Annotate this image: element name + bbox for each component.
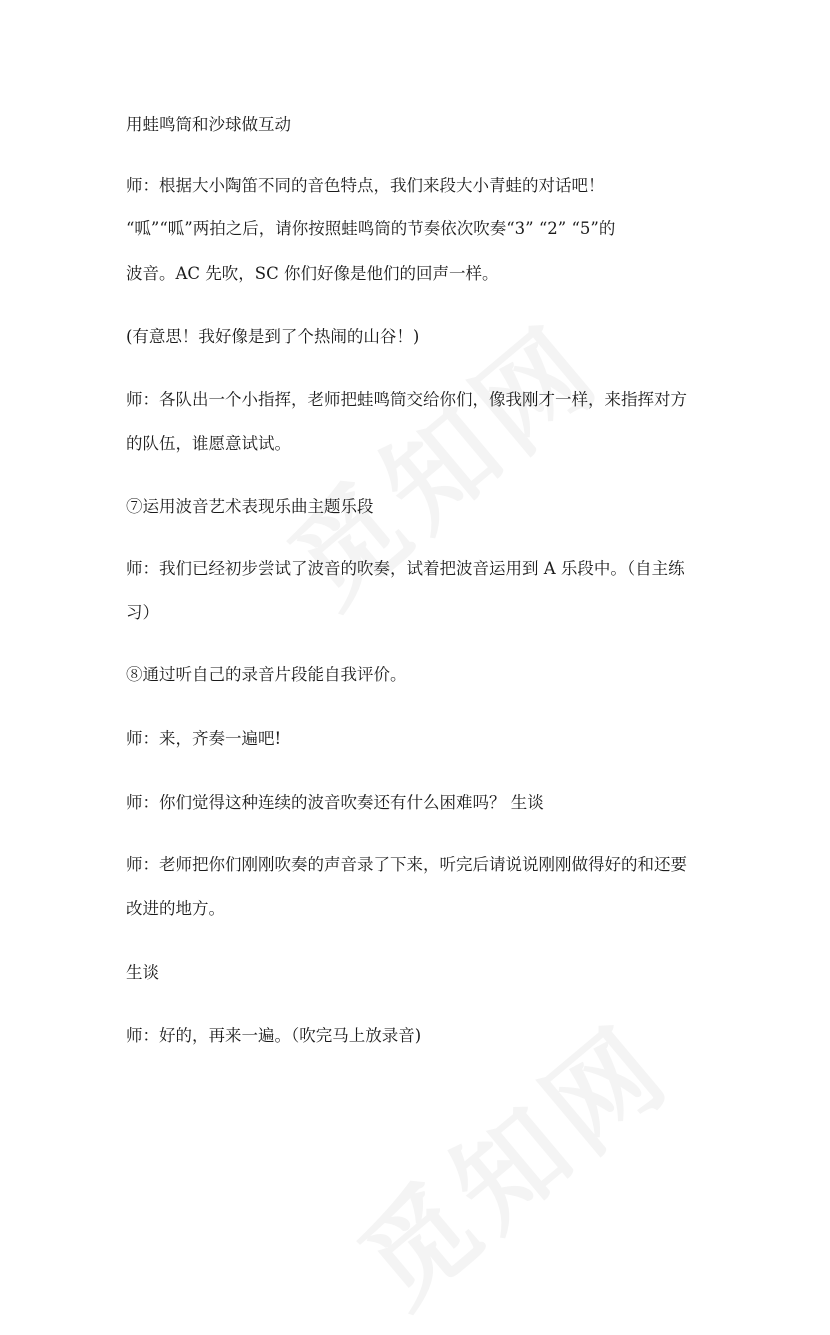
- paragraph-line: 改进的地方。: [126, 899, 225, 918]
- paragraph-line: 师：各队出一个小指挥，老师把蛙鸣筒交给你们，像我刚才一样，来指挥对方: [126, 390, 687, 409]
- section-heading: 用蛙鸣筒和沙球做互动: [126, 115, 291, 134]
- section-heading: ⑦运用波音艺术表现乐曲主题乐段: [126, 497, 374, 516]
- paragraph-line: 师：你们觉得这种连续的波音吹奏还有什么困难吗？ 生谈: [126, 793, 544, 812]
- paragraph-line: “呱”“呱”两拍之后，请你按照蛙鸣筒的节奏依次吹奏“3” “2” “5”的: [126, 219, 616, 238]
- paragraph-line: 生谈: [126, 963, 159, 982]
- paragraph-line: 师：我们已经初步尝试了波音的吹奏，试着把波音运用到 A 乐段中。（自主练: [126, 559, 685, 578]
- paragraph-line: 习）: [126, 603, 159, 622]
- paragraph-line: 的队伍，谁愿意试试。: [126, 434, 291, 453]
- paragraph-line: 师：来，齐奏一遍吧!: [126, 729, 282, 748]
- paragraph-line: (有意思！我好像是到了个热闹的山谷！): [126, 327, 420, 346]
- paragraph-line: 波音。AC 先吹，SC 你们好像是他们的回声一样。: [126, 264, 499, 283]
- section-heading: ⑧通过听自己的录音片段能自我评价。: [126, 665, 407, 684]
- paragraph-line: 师：老师把你们刚刚吹奏的声音录了下来，听完后请说说刚刚做得好的和还要: [126, 855, 687, 874]
- paragraph-line: 师：好的，再来一遍。（吹完马上放录音): [126, 1026, 422, 1045]
- paragraph-line: 师：根据大小陶笛不同的音色特点，我们来段大小青蛙的对话吧！: [126, 176, 605, 195]
